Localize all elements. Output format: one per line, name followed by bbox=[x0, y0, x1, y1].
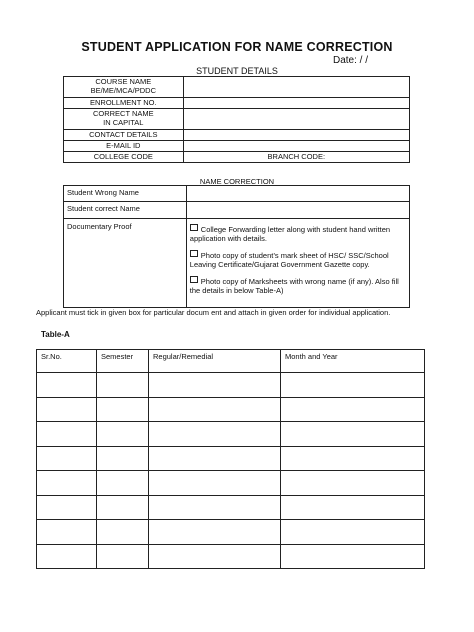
table-row bbox=[37, 422, 425, 447]
table-row bbox=[64, 186, 410, 202]
table-cell[interactable] bbox=[149, 471, 281, 496]
table-row bbox=[64, 202, 410, 219]
header-regular-remedial: Regular/Remedial bbox=[149, 350, 281, 373]
table-cell[interactable] bbox=[97, 373, 149, 398]
name-correction-heading: NAME CORRECTION bbox=[199, 177, 275, 186]
table-cell[interactable] bbox=[37, 373, 97, 398]
table-cell[interactable] bbox=[281, 544, 425, 569]
table-cell[interactable] bbox=[149, 397, 281, 422]
table-cell[interactable] bbox=[37, 544, 97, 569]
table-row bbox=[37, 495, 425, 520]
table-cell[interactable] bbox=[97, 520, 149, 545]
college-code-label: COLLEGE CODE bbox=[64, 152, 184, 163]
table-row bbox=[37, 520, 425, 545]
table-row bbox=[37, 373, 425, 398]
table-cell[interactable] bbox=[281, 520, 425, 545]
table-row bbox=[37, 471, 425, 496]
branch-code-field[interactable]: BRANCH CODE: bbox=[183, 152, 409, 163]
course-name-label: COURSE NAME BE/ME/MCA/PDDC bbox=[64, 77, 184, 98]
student-details-table bbox=[63, 76, 410, 163]
correct-name-field[interactable] bbox=[183, 109, 409, 130]
instruction-note: Applicant must tick in given box for particular docum ent and attach in given order for individual application. bbox=[36, 308, 391, 317]
table-row bbox=[64, 141, 410, 152]
table-cell[interactable] bbox=[37, 495, 97, 520]
table-cell[interactable] bbox=[149, 495, 281, 520]
table-cell[interactable] bbox=[281, 471, 425, 496]
table-header-row bbox=[37, 350, 425, 373]
table-cell[interactable] bbox=[97, 422, 149, 447]
table-cell[interactable] bbox=[37, 446, 97, 471]
proof-option-wrong-name-marksheets: Photo copy of Marksheets with wrong name (if any). Also fill the details in below Table-A) bbox=[189, 277, 399, 295]
table-cell[interactable] bbox=[281, 446, 425, 471]
table-row bbox=[64, 219, 410, 308]
documentary-proof-label: Documentary Proof bbox=[64, 219, 187, 308]
header-semester: Semester bbox=[97, 350, 149, 373]
table-cell[interactable] bbox=[37, 520, 97, 545]
wrong-name-label: Student Wrong Name bbox=[64, 186, 187, 202]
header-sr-no: Sr.No. bbox=[37, 350, 97, 373]
table-a-body bbox=[37, 373, 425, 569]
table-cell[interactable] bbox=[281, 397, 425, 422]
checkbox[interactable] bbox=[190, 224, 198, 231]
email-id-field[interactable] bbox=[183, 141, 409, 152]
table-cell[interactable] bbox=[97, 544, 149, 569]
email-id-label: E-MAIL ID bbox=[64, 141, 184, 152]
table-row bbox=[64, 98, 410, 109]
table-a-label: Table-A bbox=[41, 330, 70, 339]
enrollment-no-label: ENROLLMENT NO. bbox=[64, 98, 184, 109]
enrollment-no-field[interactable] bbox=[183, 98, 409, 109]
table-cell[interactable] bbox=[97, 471, 149, 496]
date-field[interactable]: Date: / / bbox=[333, 55, 369, 66]
name-correction-table bbox=[63, 185, 410, 308]
proof-option-forwarding-letter: College Forwarding letter along with student hand written application with details. bbox=[189, 225, 391, 243]
table-cell[interactable] bbox=[281, 373, 425, 398]
table-a bbox=[36, 349, 425, 569]
table-row bbox=[37, 544, 425, 569]
table-cell[interactable] bbox=[281, 422, 425, 447]
proof-option-mark-sheet: Photo copy of student’s mark sheet of HSC/ SSC/School Leaving Certificate/Gujarat Government Gazette copy. bbox=[189, 251, 389, 269]
wrong-name-field[interactable] bbox=[186, 186, 409, 202]
table-cell[interactable] bbox=[149, 544, 281, 569]
table-cell[interactable] bbox=[149, 373, 281, 398]
table-cell[interactable] bbox=[97, 495, 149, 520]
table-row bbox=[37, 397, 425, 422]
document-title: STUDENT APPLICATION FOR NAME CORRECTION bbox=[81, 40, 393, 54]
contact-details-label: CONTACT DETAILS bbox=[64, 130, 184, 141]
table-cell[interactable] bbox=[281, 495, 425, 520]
header-month-year: Month and Year bbox=[281, 350, 425, 373]
table-row bbox=[64, 109, 410, 130]
table-cell[interactable] bbox=[37, 397, 97, 422]
table-row bbox=[37, 446, 425, 471]
student-details-heading: STUDENT DETAILS bbox=[196, 66, 278, 76]
table-row bbox=[64, 130, 410, 141]
table-cell[interactable] bbox=[149, 520, 281, 545]
table-row bbox=[64, 77, 410, 98]
checkbox[interactable] bbox=[190, 250, 198, 257]
table-cell[interactable] bbox=[149, 446, 281, 471]
table-cell[interactable] bbox=[97, 446, 149, 471]
contact-details-field[interactable] bbox=[183, 130, 409, 141]
correct-name-label: CORRECT NAME IN CAPITAL bbox=[64, 109, 184, 130]
table-cell[interactable] bbox=[97, 397, 149, 422]
course-name-field[interactable] bbox=[183, 77, 409, 98]
checkbox[interactable] bbox=[190, 276, 198, 283]
table-cell[interactable] bbox=[37, 471, 97, 496]
table-row bbox=[64, 152, 410, 163]
table-cell[interactable] bbox=[37, 422, 97, 447]
correct-name-label-2: Student correct Name bbox=[64, 202, 187, 219]
table-cell[interactable] bbox=[149, 422, 281, 447]
correct-name-field-2[interactable] bbox=[186, 202, 409, 219]
documentary-proof-options bbox=[186, 219, 409, 308]
